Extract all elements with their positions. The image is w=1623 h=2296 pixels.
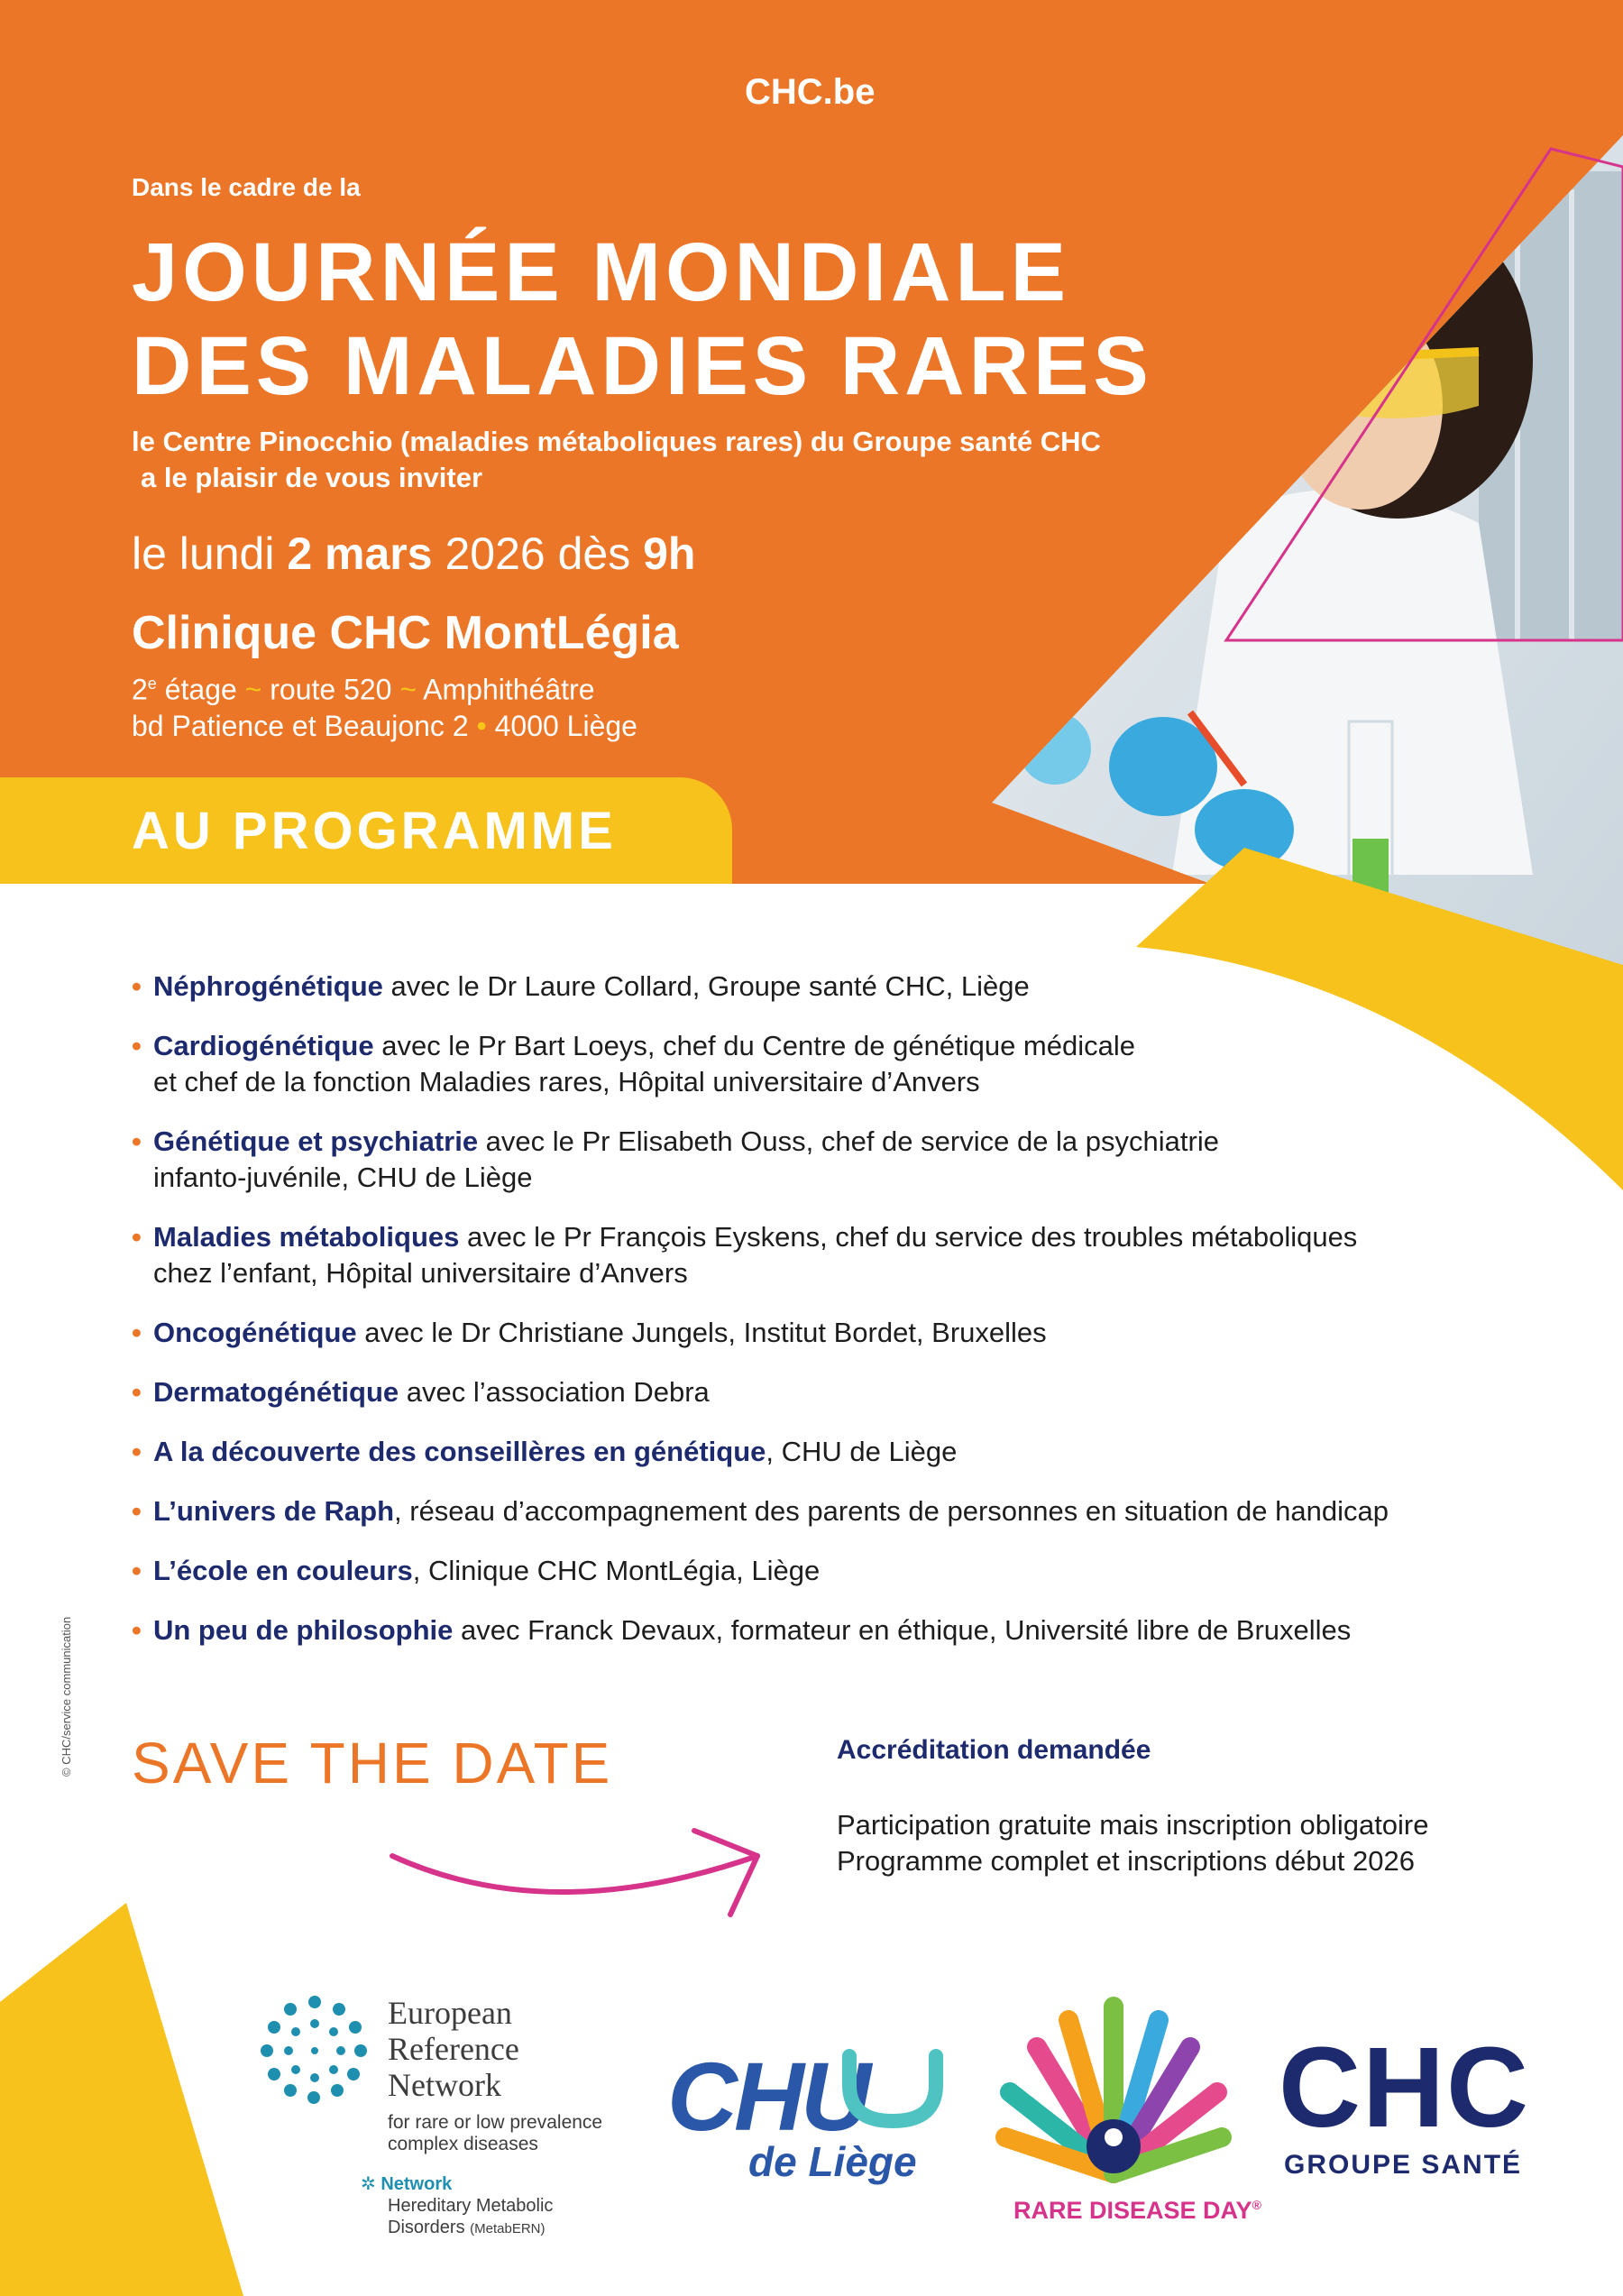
rare-disease-day-text: RARE DISEASE DAY: [1013, 2197, 1252, 2224]
programme-detail: , Clinique CHC MontLégia, Liège: [412, 1555, 821, 1586]
programme-item: [132, 1219, 1484, 1291]
programme-topic: A la découverte des conseillères en génétique: [153, 1436, 766, 1467]
programme-detail: avec le Dr Laure Collard, Groupe santé CHC, Liège: [382, 970, 1030, 1002]
programme-item: [132, 1553, 1484, 1589]
copyright-credit: © CHC/service communication: [60, 1616, 73, 1777]
save-the-date-heading: SAVE THE DATE: [132, 1731, 613, 1795]
chc-logo: CHC: [1279, 2024, 1530, 2151]
programme-detail: avec le Pr François Eyskens, chef du service des troubles métaboliques: [459, 1221, 1358, 1253]
invitation-text: [132, 424, 1101, 496]
separator-tilde: ~: [244, 673, 262, 706]
programme-detail: , CHU de Liège: [766, 1436, 958, 1467]
programme-item: [132, 1124, 1484, 1196]
accreditation-note: Accréditation demandée: [837, 1735, 1151, 1765]
chu-logo: CHU: [667, 2042, 867, 2151]
programme-topic: Néphrogénétique: [153, 970, 383, 1002]
programme-detail-cont: chez l’enfant, Hôpital universitaire d’Anvers: [153, 1257, 688, 1289]
invitation-line-2: a le plaisir de vous inviter: [141, 462, 483, 493]
programme-detail: avec le Dr Christiane Jungels, Institut Bordet, Bruxelles: [356, 1317, 1047, 1348]
bullet: •: [132, 1221, 142, 1253]
event-title-line-1: JOURNÉE MONDIALE: [132, 226, 1070, 318]
date-prefix: le lundi: [132, 528, 288, 579]
ern-sub-line: for rare or low prevalence: [388, 2112, 603, 2133]
ern-line: European: [388, 1995, 512, 2031]
ern-net-line: Disorders: [388, 2218, 465, 2237]
ern-title: [388, 1995, 519, 2103]
programme-detail: avec le Pr Bart Loeys, chef du Centre de génétique médicale: [373, 1030, 1135, 1061]
separator-tilde: ~: [399, 673, 417, 706]
registration-info: [837, 1807, 1429, 1879]
address-room: Amphithéâtre: [423, 673, 595, 706]
programme-topic: Dermatogénétique: [153, 1376, 399, 1408]
ern-net-abbr: (MetabERN): [470, 2221, 546, 2236]
programme-item: [132, 1315, 1484, 1351]
programme-title: AU PROGRAMME: [132, 802, 617, 860]
programme-detail: , réseau d’accompagnement des parents de personnes en situation de handicap: [394, 1495, 1389, 1527]
intro-text: Dans le cadre de la: [132, 173, 361, 201]
address-line-1: [132, 666, 637, 708]
programme-topic: Un peu de philosophie: [153, 1614, 454, 1646]
ern-subtitle: [388, 2112, 602, 2155]
rare-disease-day-hands-icon: [983, 1993, 1244, 2191]
programme-topic: Oncogénétique: [153, 1317, 357, 1348]
ern-network-label: Network: [381, 2174, 453, 2194]
programme-item: [132, 1374, 1484, 1410]
address-floor-sup: e: [147, 675, 157, 693]
venue-address: [132, 666, 637, 744]
bullet: •: [132, 1495, 142, 1527]
ern-sub-line: complex diseases: [388, 2134, 538, 2154]
chc-logo-sub: GROUPE SANTÉ: [1284, 2150, 1523, 2180]
arrow-icon: [388, 1820, 766, 1921]
programme-item: [132, 969, 1484, 1005]
programme-item: [132, 1434, 1484, 1470]
ern-line: Reference: [388, 2031, 519, 2067]
programme-topic: Cardiogénétique: [153, 1030, 374, 1061]
site-url: CHC.be: [745, 72, 876, 112]
address-street: bd Patience et Beaujonc 2: [132, 709, 469, 742]
ern-dots-icon: [256, 1991, 373, 2108]
ern-net-line: Hereditary Metabolic: [388, 2196, 554, 2216]
programme-topic: L’univers de Raph: [153, 1495, 395, 1527]
date-time: 9h: [643, 528, 696, 579]
programme-item: [132, 1028, 1484, 1100]
event-date: [132, 528, 695, 580]
event-title: [132, 225, 1153, 413]
bullet: •: [132, 1030, 142, 1061]
date-day: 2 mars: [287, 528, 433, 579]
registered-mark: ®: [1252, 2198, 1261, 2212]
programme-detail: avec le Pr Elisabeth Ouss, chef de service de la psychiatrie: [478, 1125, 1219, 1157]
chu-u-accent-icon: [839, 2049, 947, 2130]
programme-topic: Maladies métaboliques: [153, 1221, 460, 1253]
address-line-2: [132, 708, 637, 744]
programme-item: [132, 1612, 1484, 1649]
bullet: •: [132, 1614, 142, 1646]
ern-line: Network: [388, 2067, 501, 2103]
programme-item: [132, 1493, 1484, 1529]
address-route: route 520: [270, 673, 392, 706]
bullet: •: [132, 970, 142, 1002]
address-floor-word: étage: [156, 673, 237, 706]
event-title-line-2: DES MALADIES RARES: [132, 320, 1153, 412]
rare-disease-day-label: [1013, 2197, 1261, 2225]
venue-name: Clinique CHC MontLégia: [132, 607, 679, 659]
bullet: •: [132, 1317, 142, 1348]
bullet: •: [132, 1125, 142, 1157]
yellow-corner-shape: [0, 1903, 289, 2296]
address-city: 4000 Liège: [494, 709, 637, 742]
programme-detail: avec Franck Devaux, formateur en éthique, Université libre de Bruxelles: [453, 1614, 1352, 1646]
registration-line-1: Participation gratuite mais inscription obligatoire: [837, 1809, 1429, 1841]
programme-detail: avec l’association Debra: [399, 1376, 710, 1408]
bullet: •: [132, 1555, 142, 1586]
registration-line-2: Programme complet et inscriptions début 2026: [837, 1845, 1415, 1877]
ern-network-icon: ✲: [361, 2174, 376, 2194]
chu-logo-sub: de Liège: [748, 2138, 917, 2185]
programme-detail-cont: et chef de la fonction Maladies rares, Hôpital universitaire d’Anvers: [153, 1066, 980, 1097]
programme-list: [132, 969, 1484, 1672]
programme-detail-cont: infanto-juvénile, CHU de Liège: [153, 1162, 533, 1193]
bullet: •: [132, 1376, 142, 1408]
invitation-line-1: le Centre Pinocchio (maladies métaboliques rares) du Groupe santé CHC: [132, 426, 1101, 457]
bullet: •: [132, 1436, 142, 1467]
address-floor: 2: [132, 673, 148, 706]
programme-topic: L’école en couleurs: [153, 1555, 413, 1586]
ern-network-block: [361, 2173, 553, 2240]
programme-topic: Génétique et psychiatrie: [153, 1125, 479, 1157]
separator-dot: •: [476, 709, 487, 742]
date-year: 2026 dès: [432, 528, 644, 579]
